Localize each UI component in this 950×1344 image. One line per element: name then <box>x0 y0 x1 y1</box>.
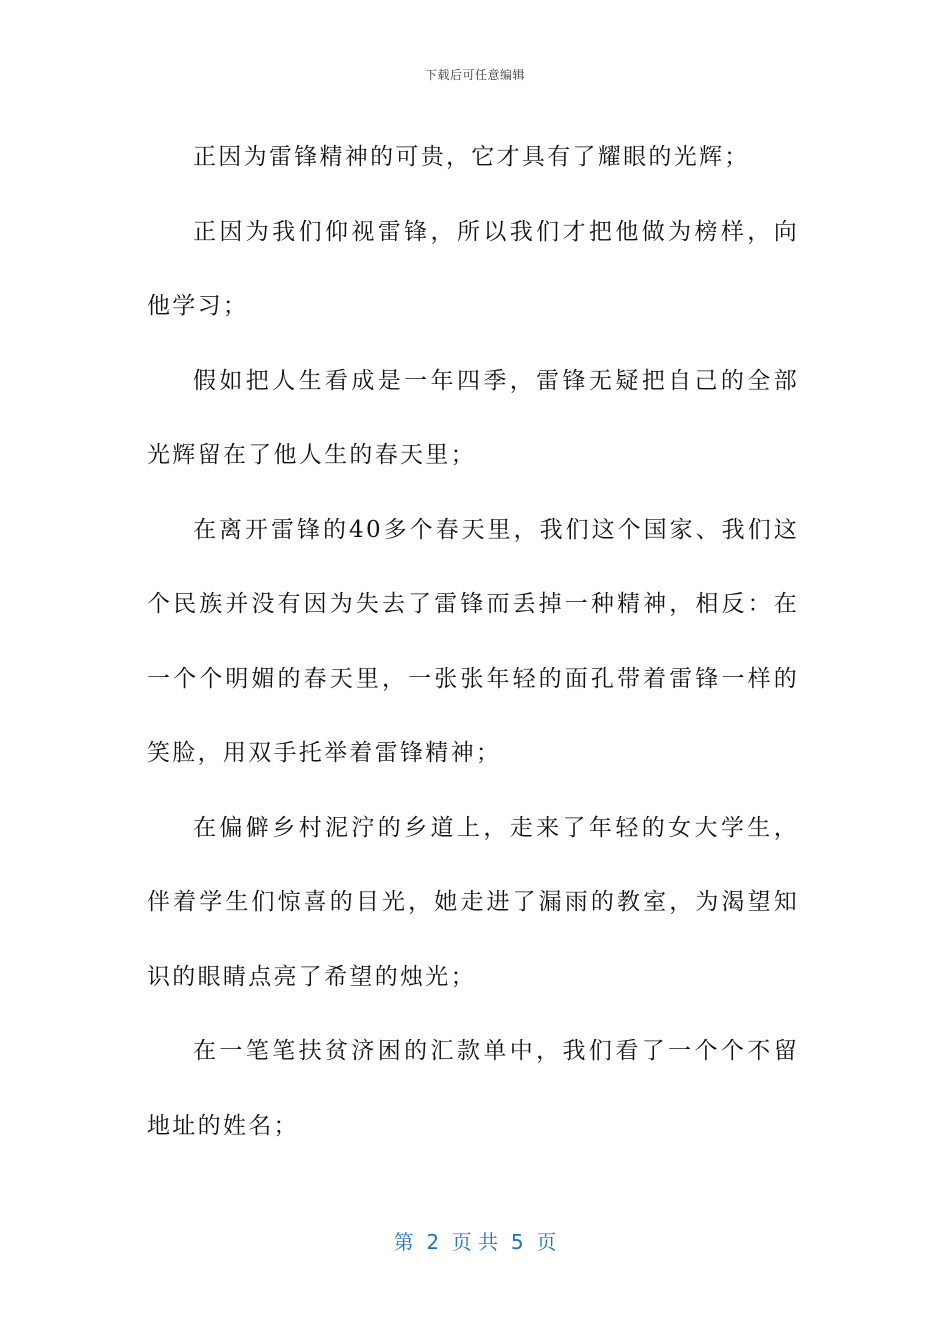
paragraph: 假如把人生看成是一年四季，雷锋无疑把自己的全部光辉留在了他人生的春天里； <box>147 367 799 468</box>
paragraph: 在离开雷锋的40多个春天里，我们这个国家、我们这个民族并没有因为失去了雷锋而丢掉一种精神，相反：在一个个明媚的春天里，一张张年轻的面孔带着雷锋一样的笑脸，用双手托举着雷锋精神； <box>147 516 799 766</box>
paragraph: 在一笔笔扶贫济困的汇款单中，我们看了一个个不留地址的姓名； <box>147 1038 799 1139</box>
page-number-footer: 第 2 页 共 5 页 <box>393 1230 557 1254</box>
paragraph: 正因为雷锋精神的可贵，它才具有了耀眼的光辉； <box>193 144 750 170</box>
header-note: 下载后可任意编辑 <box>424 68 525 82</box>
document-body <box>147 120 799 1163</box>
paragraph: 在偏僻乡村泥泞的乡道上，走来了年轻的女大学生，伴着学生们惊喜的目光，她走进了漏雨的教室，为渴望知识的眼睛点亮了希望的烛光； <box>147 814 799 990</box>
paragraph: 正因为我们仰视雷锋，所以我们才把他做为榜样，向他学习； <box>147 218 799 319</box>
